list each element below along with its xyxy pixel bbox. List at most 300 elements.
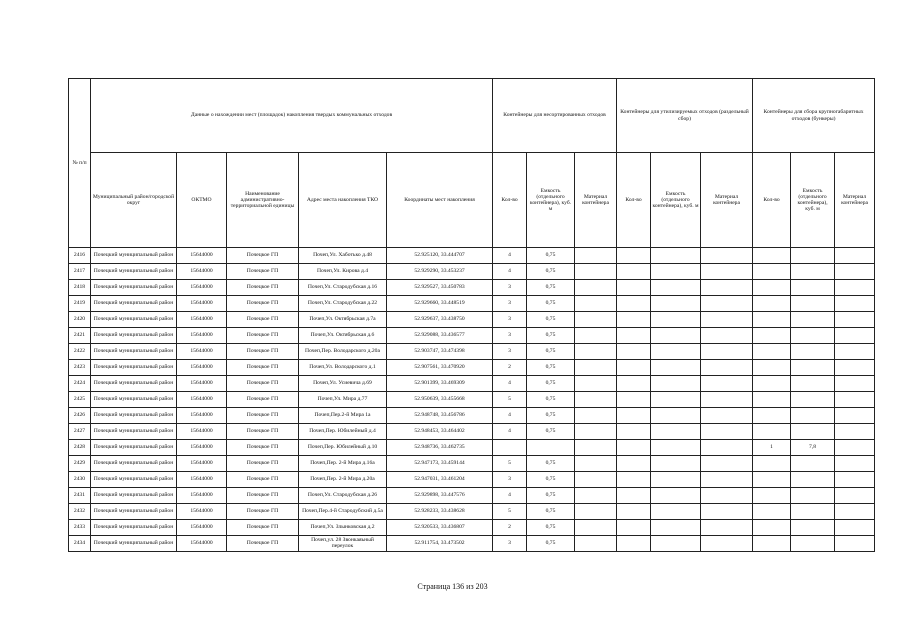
cell-count-unsorted: 2: [493, 520, 527, 536]
cell-row-number: 2424: [69, 376, 91, 392]
cell-municipality: Почецкий муниципальный район: [91, 504, 177, 520]
header-capacity-bunkers: Емкость (отдельного контейнера), куб. м: [791, 153, 835, 248]
cell-oktmo: 15644000: [177, 344, 227, 360]
cell-capacity-unsorted: 0,75: [527, 536, 575, 552]
cell-count-bunkers: [753, 264, 791, 280]
cell-material-unsorted: [575, 360, 617, 376]
cell-address: Почеп,Ул. Володарского д.1: [299, 360, 387, 376]
cell-capacity-bunkers: [791, 344, 835, 360]
cell-coordinates: 52.907561, 33.470920: [387, 360, 493, 376]
cell-count-bunkers: [753, 344, 791, 360]
cell-capacity-sorted: [651, 248, 701, 264]
table-row: [69, 440, 875, 456]
cell-capacity-sorted: [651, 424, 701, 440]
header-count-unsorted: Кол-во: [493, 153, 527, 248]
cell-count-unsorted: 5: [493, 504, 527, 520]
cell-admin-unit: Почецкое ГП: [227, 312, 299, 328]
cell-address: Почеп,Пер. 2-й Мира д.20а: [299, 472, 387, 488]
cell-count-unsorted: 3: [493, 312, 527, 328]
table-row: [69, 424, 875, 440]
cell-count-sorted: [617, 424, 651, 440]
cell-capacity-unsorted: 0,75: [527, 312, 575, 328]
header-group-bunkers: Контейнеры для сбора крупногабаритных отходов (бункеры): [753, 79, 875, 153]
cell-address: Почеп,Пер. Юбилейный д.4: [299, 424, 387, 440]
header-admin-unit: Наименование административно-территориальной единицы: [227, 153, 299, 248]
cell-capacity-sorted: [651, 312, 701, 328]
cell-row-number: 2425: [69, 392, 91, 408]
table-row: [69, 376, 875, 392]
cell-material-unsorted: [575, 376, 617, 392]
cell-row-number: 2423: [69, 360, 91, 376]
cell-material-sorted: [701, 424, 753, 440]
header-group-location: Данные о нахождении мест (площадок) накопления твердых коммунальных отходов: [91, 79, 493, 153]
cell-coordinates: 52.948736, 33.462735: [387, 440, 493, 456]
cell-row-number: 2417: [69, 264, 91, 280]
table-row: [69, 360, 875, 376]
cell-material-bunkers: [835, 312, 875, 328]
cell-coordinates: 52.948453, 33.464402: [387, 424, 493, 440]
table-header: [69, 79, 875, 248]
cell-row-number: 2419: [69, 296, 91, 312]
cell-coordinates: 52.928233, 33.438628: [387, 504, 493, 520]
cell-row-number: 2420: [69, 312, 91, 328]
cell-material-unsorted: [575, 312, 617, 328]
table-row: [69, 472, 875, 488]
cell-material-bunkers: [835, 472, 875, 488]
cell-address: Почеп,Пер. 2-й Мира д.16а: [299, 456, 387, 472]
cell-material-sorted: [701, 536, 753, 552]
cell-material-bunkers: [835, 280, 875, 296]
cell-material-bunkers: [835, 408, 875, 424]
cell-count-sorted: [617, 536, 651, 552]
cell-capacity-sorted: [651, 376, 701, 392]
cell-oktmo: 15644000: [177, 392, 227, 408]
cell-count-unsorted: 4: [493, 376, 527, 392]
cell-count-bunkers: [753, 408, 791, 424]
cell-capacity-unsorted: 0,75: [527, 504, 575, 520]
cell-material-sorted: [701, 344, 753, 360]
cell-capacity-unsorted: 0,75: [527, 520, 575, 536]
cell-oktmo: 15644000: [177, 360, 227, 376]
cell-material-bunkers: [835, 536, 875, 552]
cell-coordinates: 52.920533, 33.436807: [387, 520, 493, 536]
header-coords: Координаты мест накопления: [387, 153, 493, 248]
cell-material-unsorted: [575, 248, 617, 264]
cell-capacity-bunkers: [791, 376, 835, 392]
cell-capacity-bunkers: 7,8: [791, 440, 835, 456]
cell-coordinates: 52.929660, 33.448519: [387, 296, 493, 312]
cell-capacity-sorted: [651, 520, 701, 536]
cell-coordinates: 52.929898, 33.447576: [387, 488, 493, 504]
cell-oktmo: 15644000: [177, 440, 227, 456]
cell-row-number: 2422: [69, 344, 91, 360]
cell-municipality: Почецкий муниципальный район: [91, 440, 177, 456]
cell-address: Почеп,Ул. Кирова д.4: [299, 264, 387, 280]
header-group-sorted: Контейнеры для утилизируемых отходов (раздельный сбор): [617, 79, 753, 153]
cell-capacity-bunkers: [791, 488, 835, 504]
cell-material-unsorted: [575, 520, 617, 536]
cell-admin-unit: Почецкое ГП: [227, 536, 299, 552]
cell-material-unsorted: [575, 344, 617, 360]
header-count-sorted: Кол-во: [617, 153, 651, 248]
cell-admin-unit: Почецкое ГП: [227, 376, 299, 392]
cell-material-unsorted: [575, 408, 617, 424]
cell-count-unsorted: 3: [493, 328, 527, 344]
cell-material-bunkers: [835, 248, 875, 264]
cell-material-bunkers: [835, 520, 875, 536]
cell-municipality: Почецкий муниципальный район: [91, 424, 177, 440]
cell-admin-unit: Почецкое ГП: [227, 264, 299, 280]
cell-count-sorted: [617, 344, 651, 360]
cell-count-bunkers: [753, 472, 791, 488]
cell-material-unsorted: [575, 504, 617, 520]
cell-row-number: 2416: [69, 248, 91, 264]
cell-oktmo: 15644000: [177, 536, 227, 552]
cell-material-sorted: [701, 328, 753, 344]
cell-material-sorted: [701, 360, 753, 376]
cell-material-unsorted: [575, 424, 617, 440]
cell-material-unsorted: [575, 472, 617, 488]
cell-count-unsorted: 4: [493, 248, 527, 264]
header-num: № п/п: [69, 79, 91, 248]
cell-capacity-unsorted: 0,75: [527, 408, 575, 424]
table-row: [69, 488, 875, 504]
cell-material-unsorted: [575, 536, 617, 552]
cell-coordinates: 52.947031, 33.461204: [387, 472, 493, 488]
cell-capacity-bunkers: [791, 504, 835, 520]
cell-row-number: 2434: [69, 536, 91, 552]
cell-capacity-bunkers: [791, 520, 835, 536]
table-row: [69, 520, 875, 536]
cell-address: Почеп,Ул. Стародубская д.22: [299, 296, 387, 312]
cell-count-bunkers: [753, 296, 791, 312]
cell-admin-unit: Почецкое ГП: [227, 344, 299, 360]
cell-capacity-unsorted: 0,75: [527, 360, 575, 376]
cell-admin-unit: Почецкое ГП: [227, 296, 299, 312]
cell-coordinates: 52.929088, 33.436577: [387, 328, 493, 344]
cell-material-unsorted: [575, 392, 617, 408]
cell-count-bunkers: [753, 456, 791, 472]
cell-material-bunkers: [835, 264, 875, 280]
cell-count-sorted: [617, 312, 651, 328]
cell-capacity-sorted: [651, 264, 701, 280]
cell-capacity-unsorted: 0,75: [527, 264, 575, 280]
cell-oktmo: 15644000: [177, 296, 227, 312]
cell-address: Почеп,Пер.2-й Мира 1а: [299, 408, 387, 424]
cell-material-bunkers: [835, 328, 875, 344]
cell-municipality: Почецкий муниципальный район: [91, 488, 177, 504]
cell-count-unsorted: 4: [493, 424, 527, 440]
cell-address: Почеп,Пер. Володарского д.20а: [299, 344, 387, 360]
cell-capacity-sorted: [651, 296, 701, 312]
cell-capacity-sorted: [651, 280, 701, 296]
cell-count-bunkers: [753, 376, 791, 392]
cell-municipality: Почецкий муниципальный район: [91, 264, 177, 280]
cell-capacity-sorted: [651, 504, 701, 520]
cell-count-unsorted: 2: [493, 360, 527, 376]
header-capacity-sorted: Емкость (отдельного контейнера), куб. м: [651, 153, 701, 248]
cell-count-sorted: [617, 296, 651, 312]
cell-material-sorted: [701, 312, 753, 328]
cell-coordinates: 52.929637, 33.438750: [387, 312, 493, 328]
cell-capacity-unsorted: 0,75: [527, 424, 575, 440]
cell-material-sorted: [701, 296, 753, 312]
cell-oktmo: 15644000: [177, 376, 227, 392]
cell-capacity-bunkers: [791, 392, 835, 408]
table-row: [69, 264, 875, 280]
cell-oktmo: 15644000: [177, 280, 227, 296]
cell-material-unsorted: [575, 264, 617, 280]
cell-admin-unit: Почецкое ГП: [227, 424, 299, 440]
cell-oktmo: 15644000: [177, 328, 227, 344]
cell-count-unsorted: 5: [493, 392, 527, 408]
cell-material-bunkers: [835, 360, 875, 376]
cell-count-sorted: [617, 408, 651, 424]
cell-count-sorted: [617, 360, 651, 376]
table-row: [69, 456, 875, 472]
cell-municipality: Почецкий муниципальный район: [91, 536, 177, 552]
cell-municipality: Почецкий муниципальный район: [91, 328, 177, 344]
table-row: [69, 312, 875, 328]
cell-material-bunkers: [835, 392, 875, 408]
cell-oktmo: 15644000: [177, 424, 227, 440]
cell-count-sorted: [617, 440, 651, 456]
cell-material-bunkers: [835, 456, 875, 472]
cell-oktmo: 15644000: [177, 312, 227, 328]
cell-capacity-bunkers: [791, 328, 835, 344]
cell-municipality: Почецкий муниципальный район: [91, 456, 177, 472]
cell-municipality: Почецкий муниципальный район: [91, 360, 177, 376]
cell-count-unsorted: 5: [493, 456, 527, 472]
cell-capacity-sorted: [651, 456, 701, 472]
cell-capacity-unsorted: 0,75: [527, 248, 575, 264]
cell-address: Почеп,Ул. Стародубская д.16: [299, 280, 387, 296]
cell-material-bunkers: [835, 440, 875, 456]
cell-count-bunkers: [753, 488, 791, 504]
cell-address: Почеп,Ул. Мира д.77: [299, 392, 387, 408]
cell-coordinates: 52.925120, 33.444707: [387, 248, 493, 264]
cell-capacity-bunkers: [791, 312, 835, 328]
header-group-unsorted: Контейнеры для несортированных отходов: [493, 79, 617, 153]
cell-row-number: 2433: [69, 520, 91, 536]
cell-material-sorted: [701, 456, 753, 472]
cell-count-bunkers: [753, 424, 791, 440]
cell-coordinates: 52.901399, 33.469309: [387, 376, 493, 392]
table-row: [69, 536, 875, 552]
cell-capacity-bunkers: [791, 296, 835, 312]
cell-municipality: Почецкий муниципальный район: [91, 296, 177, 312]
cell-count-bunkers: [753, 536, 791, 552]
cell-material-bunkers: [835, 344, 875, 360]
cell-capacity-sorted: [651, 392, 701, 408]
cell-material-bunkers: [835, 504, 875, 520]
cell-count-sorted: [617, 520, 651, 536]
cell-capacity-sorted: [651, 536, 701, 552]
cell-address: Почеп,Ул. Злынковская д.2: [299, 520, 387, 536]
cell-count-unsorted: 4: [493, 488, 527, 504]
cell-capacity-bunkers: [791, 360, 835, 376]
cell-oktmo: 15644000: [177, 504, 227, 520]
cell-row-number: 2421: [69, 328, 91, 344]
cell-capacity-unsorted: [527, 440, 575, 456]
cell-municipality: Почецкий муниципальный район: [91, 248, 177, 264]
cell-admin-unit: Почецкое ГП: [227, 472, 299, 488]
cell-material-sorted: [701, 248, 753, 264]
cell-address: Почеп,Ул. Хаботько д.48: [299, 248, 387, 264]
cell-material-sorted: [701, 472, 753, 488]
cell-oktmo: 15644000: [177, 248, 227, 264]
cell-capacity-bunkers: [791, 456, 835, 472]
cell-capacity-unsorted: 0,75: [527, 328, 575, 344]
cell-capacity-unsorted: 0,75: [527, 344, 575, 360]
cell-capacity-bunkers: [791, 472, 835, 488]
cell-address: Почеп,Пер. Юбилейный д.10: [299, 440, 387, 456]
table-row: [69, 504, 875, 520]
cell-material-sorted: [701, 392, 753, 408]
cell-count-unsorted: 3: [493, 296, 527, 312]
cell-capacity-unsorted: 0,75: [527, 296, 575, 312]
table-body: [69, 248, 875, 552]
cell-admin-unit: Почецкое ГП: [227, 248, 299, 264]
cell-coordinates: 52.950639, 33.455668: [387, 392, 493, 408]
cell-municipality: Почецкий муниципальный район: [91, 344, 177, 360]
cell-coordinates: 52.929527, 33.450783: [387, 280, 493, 296]
cell-count-unsorted: 3: [493, 344, 527, 360]
cell-row-number: 2428: [69, 440, 91, 456]
cell-count-bunkers: [753, 280, 791, 296]
cell-count-bunkers: [753, 312, 791, 328]
table-row: [69, 328, 875, 344]
table-row: [69, 296, 875, 312]
cell-count-bunkers: [753, 504, 791, 520]
cell-capacity-bunkers: [791, 424, 835, 440]
cell-count-sorted: [617, 488, 651, 504]
cell-capacity-unsorted: 0,75: [527, 376, 575, 392]
table-row: [69, 392, 875, 408]
cell-capacity-bunkers: [791, 408, 835, 424]
cell-count-sorted: [617, 472, 651, 488]
cell-capacity-bunkers: [791, 264, 835, 280]
header-material-unsorted: Материал контейнера: [575, 153, 617, 248]
cell-count-sorted: [617, 248, 651, 264]
table-row: [69, 344, 875, 360]
cell-coordinates: 52.947173, 33.459144: [387, 456, 493, 472]
cell-oktmo: 15644000: [177, 488, 227, 504]
cell-row-number: 2418: [69, 280, 91, 296]
cell-municipality: Почецкий муниципальный район: [91, 392, 177, 408]
cell-count-sorted: [617, 376, 651, 392]
cell-admin-unit: Почецкое ГП: [227, 520, 299, 536]
cell-material-sorted: [701, 376, 753, 392]
cell-capacity-bunkers: [791, 248, 835, 264]
cell-coordinates: 52.948748, 33.456786: [387, 408, 493, 424]
cell-capacity-unsorted: 0,75: [527, 488, 575, 504]
cell-admin-unit: Почецкое ГП: [227, 328, 299, 344]
cell-material-sorted: [701, 488, 753, 504]
cell-count-bunkers: 1: [753, 440, 791, 456]
cell-material-bunkers: [835, 424, 875, 440]
cell-admin-unit: Почецкое ГП: [227, 504, 299, 520]
table-row: [69, 248, 875, 264]
cell-capacity-sorted: [651, 472, 701, 488]
cell-address: Почеп,Ул. Октябрьская д.6: [299, 328, 387, 344]
cell-material-unsorted: [575, 440, 617, 456]
cell-oktmo: 15644000: [177, 264, 227, 280]
cell-row-number: 2431: [69, 488, 91, 504]
cell-count-sorted: [617, 504, 651, 520]
cell-capacity-bunkers: [791, 280, 835, 296]
cell-count-unsorted: [493, 440, 527, 456]
cell-row-number: 2429: [69, 456, 91, 472]
cell-capacity-sorted: [651, 488, 701, 504]
cell-address: Почеп,Ул. Усиевича д.69: [299, 376, 387, 392]
cell-capacity-sorted: [651, 440, 701, 456]
cell-count-sorted: [617, 280, 651, 296]
cell-material-sorted: [701, 520, 753, 536]
table-row: [69, 408, 875, 424]
cell-row-number: 2430: [69, 472, 91, 488]
cell-row-number: 2432: [69, 504, 91, 520]
cell-coordinates: 52.929290, 33.453237: [387, 264, 493, 280]
cell-municipality: Почецкий муниципальный район: [91, 312, 177, 328]
cell-material-unsorted: [575, 488, 617, 504]
cell-capacity-sorted: [651, 344, 701, 360]
header-count-bunkers: Кол-во: [753, 153, 791, 248]
cell-admin-unit: Почецкое ГП: [227, 408, 299, 424]
cell-count-unsorted: 3: [493, 280, 527, 296]
cell-oktmo: 15644000: [177, 472, 227, 488]
header-address: Адрес места накопления ТКО: [299, 153, 387, 248]
cell-material-bunkers: [835, 376, 875, 392]
cell-count-bunkers: [753, 328, 791, 344]
cell-material-sorted: [701, 440, 753, 456]
cell-capacity-bunkers: [791, 536, 835, 552]
cell-count-unsorted: 4: [493, 264, 527, 280]
cell-material-sorted: [701, 408, 753, 424]
cell-count-unsorted: 3: [493, 536, 527, 552]
cell-capacity-sorted: [651, 328, 701, 344]
cell-municipality: Почецкий муниципальный район: [91, 520, 177, 536]
cell-oktmo: 15644000: [177, 520, 227, 536]
cell-count-bunkers: [753, 520, 791, 536]
cell-oktmo: 15644000: [177, 456, 227, 472]
cell-capacity-unsorted: 0,75: [527, 280, 575, 296]
cell-material-unsorted: [575, 296, 617, 312]
cell-admin-unit: Почецкое ГП: [227, 392, 299, 408]
cell-material-sorted: [701, 504, 753, 520]
cell-address: Почеп,Ул. Стародубская д.26: [299, 488, 387, 504]
cell-admin-unit: Почецкое ГП: [227, 456, 299, 472]
cell-capacity-unsorted: 0,75: [527, 472, 575, 488]
cell-capacity-sorted: [651, 360, 701, 376]
cell-municipality: Почецкий муниципальный район: [91, 280, 177, 296]
header-capacity-unsorted: Емкость (отдельного контейнера), куб. м: [527, 153, 575, 248]
cell-count-sorted: [617, 392, 651, 408]
waste-sites-table: [68, 78, 875, 552]
cell-count-bunkers: [753, 248, 791, 264]
header-material-bunkers: Материал контейнера: [835, 153, 875, 248]
cell-municipality: Почецкий муниципальный район: [91, 376, 177, 392]
cell-coordinates: 52.911754, 33.473502: [387, 536, 493, 552]
cell-material-unsorted: [575, 280, 617, 296]
cell-admin-unit: Почецкое ГП: [227, 440, 299, 456]
cell-count-sorted: [617, 264, 651, 280]
cell-address: Почеп,Ул. Октябрьская д.7а: [299, 312, 387, 328]
cell-row-number: 2426: [69, 408, 91, 424]
cell-material-bunkers: [835, 296, 875, 312]
cell-count-bunkers: [753, 360, 791, 376]
cell-count-sorted: [617, 456, 651, 472]
